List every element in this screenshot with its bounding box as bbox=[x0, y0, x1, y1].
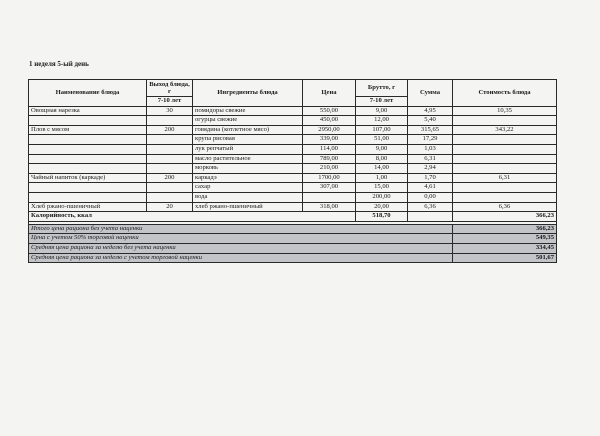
cell-price: 450,00 bbox=[303, 116, 356, 126]
brutto-column-header: Брутто, г bbox=[356, 80, 408, 97]
cell-dish: Овощная нарезка bbox=[29, 106, 147, 116]
cell-brutto: 15,00 bbox=[356, 183, 408, 193]
cell-price: 339,00 bbox=[303, 135, 356, 145]
table-row bbox=[29, 144, 557, 154]
cell-dish bbox=[29, 116, 147, 126]
cell-price bbox=[303, 192, 356, 202]
cell-output bbox=[147, 154, 193, 164]
cell-price: 307,00 bbox=[303, 183, 356, 193]
summary-label: Цена с учетом 50% торговой наценки bbox=[29, 234, 453, 244]
table-header-row bbox=[29, 80, 557, 97]
cell-output: 200 bbox=[147, 125, 193, 135]
output-age-header: 7-10 лет bbox=[147, 97, 193, 107]
cell-price: 318,00 bbox=[303, 202, 356, 212]
cell-dish bbox=[29, 135, 147, 145]
menu-table bbox=[28, 79, 557, 263]
cell-output bbox=[147, 135, 193, 145]
cell-ingredient: хлеб ржано-пшеничный bbox=[193, 202, 303, 212]
cell-brutto: 51,00 bbox=[356, 135, 408, 145]
calories-label: Калорийность, ккал bbox=[29, 212, 356, 222]
cell-cost bbox=[453, 116, 557, 126]
cell-price: 789,00 bbox=[303, 154, 356, 164]
summary-row bbox=[29, 243, 557, 253]
cell-ingredient: вода bbox=[193, 192, 303, 202]
table-row bbox=[29, 106, 557, 116]
cost-column-header: Стоимость блюда bbox=[453, 80, 557, 107]
cell-ingredient: крупа рисовая bbox=[193, 135, 303, 145]
cell-dish bbox=[29, 154, 147, 164]
dish-column-header: Наименование блюда bbox=[29, 80, 147, 107]
summary-value: 334,45 bbox=[453, 243, 557, 253]
cell-cost bbox=[453, 183, 557, 193]
cell-output: 20 bbox=[147, 202, 193, 212]
table-row bbox=[29, 173, 557, 183]
cell-sum: 5,40 bbox=[408, 116, 453, 126]
cell-cost bbox=[453, 135, 557, 145]
cell-output bbox=[147, 164, 193, 174]
cell-output bbox=[147, 116, 193, 126]
cell-dish bbox=[29, 183, 147, 193]
table-row bbox=[29, 125, 557, 135]
cell-cost bbox=[453, 192, 557, 202]
cell-ingredient: помидоры свежие bbox=[193, 106, 303, 116]
summary-value: 549,35 bbox=[453, 234, 557, 244]
calories-row bbox=[29, 212, 557, 222]
cell-brutto: 9,00 bbox=[356, 144, 408, 154]
cell-ingredient: сахар bbox=[193, 183, 303, 193]
table-row bbox=[29, 116, 557, 126]
summary-row bbox=[29, 224, 557, 234]
cell-output: 200 bbox=[147, 173, 193, 183]
cell-brutto: 20,00 bbox=[356, 202, 408, 212]
cell-output: 30 bbox=[147, 106, 193, 116]
cell-brutto: 1,00 bbox=[356, 173, 408, 183]
cell-cost: 10,35 bbox=[453, 106, 557, 116]
table-row bbox=[29, 154, 557, 164]
cell-price: 210,00 bbox=[303, 164, 356, 174]
summary-value: 501,67 bbox=[453, 253, 557, 263]
summary-value: 366,23 bbox=[453, 224, 557, 234]
output-column-header: Выход блюда, г bbox=[147, 80, 193, 97]
cell-brutto: 107,00 bbox=[356, 125, 408, 135]
cell-brutto: 9,00 bbox=[356, 106, 408, 116]
cell-price: 2950,00 bbox=[303, 125, 356, 135]
summary-label: Средняя цена рациона за неделю без учета наценки bbox=[29, 243, 453, 253]
cell-sum: 0,00 bbox=[408, 192, 453, 202]
cell-brutto: 8,00 bbox=[356, 154, 408, 164]
cell-ingredient: масло растительное bbox=[193, 154, 303, 164]
cell-dish bbox=[29, 192, 147, 202]
table-row bbox=[29, 192, 557, 202]
day-heading: 1 неделя 5-ый день bbox=[29, 60, 89, 68]
cell-sum: 2,94 bbox=[408, 164, 453, 174]
summary-label: Итого цена рациона без учета наценки bbox=[29, 224, 453, 234]
table-row bbox=[29, 183, 557, 193]
cell-price: 114,00 bbox=[303, 144, 356, 154]
cell-price: 550,00 bbox=[303, 106, 356, 116]
cell-price: 1700,00 bbox=[303, 173, 356, 183]
cell-cost bbox=[453, 154, 557, 164]
cell-brutto: 200,00 bbox=[356, 192, 408, 202]
table-row bbox=[29, 202, 557, 212]
cell-output bbox=[147, 192, 193, 202]
sum-column-header: Сумма bbox=[408, 80, 453, 107]
summary-row bbox=[29, 234, 557, 244]
cell-ingredient: лук репчатый bbox=[193, 144, 303, 154]
calories-total: 366,23 bbox=[453, 212, 557, 222]
cell-sum: 1,70 bbox=[408, 173, 453, 183]
cell-dish bbox=[29, 144, 147, 154]
cell-ingredient: морковь bbox=[193, 164, 303, 174]
cell-dish bbox=[29, 164, 147, 174]
cell-sum: 1,03 bbox=[408, 144, 453, 154]
brutto-age-header: 7-10 лет bbox=[356, 97, 408, 107]
cell-ingredient: огурцы свежие bbox=[193, 116, 303, 126]
summary-label: Средняя цена рациона за неделю с учетом торговой наценки bbox=[29, 253, 453, 263]
cell-cost: 6,36 bbox=[453, 202, 557, 212]
cell-dish: Хлеб ржано-пшеничный bbox=[29, 202, 147, 212]
cell-output bbox=[147, 183, 193, 193]
price-column-header: Цена bbox=[303, 80, 356, 107]
cell-sum: 4,61 bbox=[408, 183, 453, 193]
cell-sum: 17,29 bbox=[408, 135, 453, 145]
cell-dish: Плов с мясом bbox=[29, 125, 147, 135]
cell-ingredient: каркадэ bbox=[193, 173, 303, 183]
cell-cost: 343,22 bbox=[453, 125, 557, 135]
cell-brutto: 14,00 bbox=[356, 164, 408, 174]
cell-cost bbox=[453, 164, 557, 174]
cell-cost bbox=[453, 144, 557, 154]
cell-dish: Чайный напиток (каркаде) bbox=[29, 173, 147, 183]
summary-row bbox=[29, 253, 557, 263]
cell-output bbox=[147, 144, 193, 154]
calories-value: 518,70 bbox=[356, 212, 408, 222]
cell-sum: 6,36 bbox=[408, 202, 453, 212]
cell-cost: 6,31 bbox=[453, 173, 557, 183]
table-row bbox=[29, 164, 557, 174]
cell-sum: 315,65 bbox=[408, 125, 453, 135]
cell-brutto: 12,00 bbox=[356, 116, 408, 126]
cell-sum: 4,95 bbox=[408, 106, 453, 116]
table-row bbox=[29, 135, 557, 145]
cell-sum: 6,31 bbox=[408, 154, 453, 164]
cell-ingredient: говядина (котлетное мясо) bbox=[193, 125, 303, 135]
ingredients-column-header: Ингредиенты блюда bbox=[193, 80, 303, 107]
